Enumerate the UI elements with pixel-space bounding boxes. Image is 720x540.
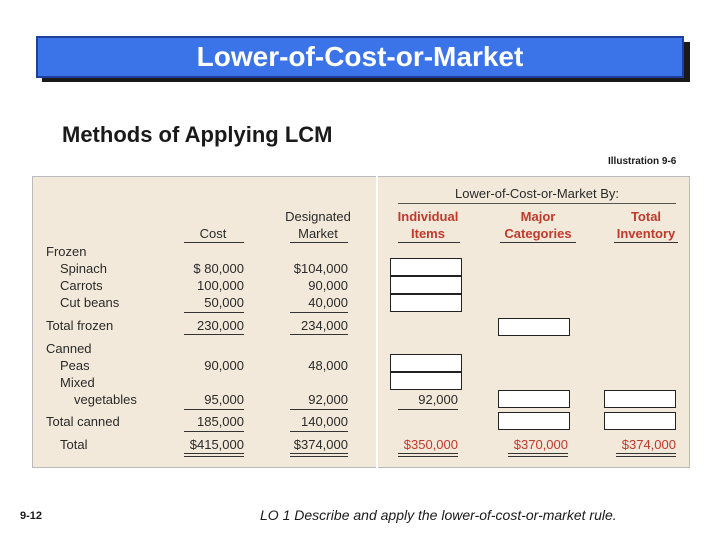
individual-spinach-box[interactable] — [390, 258, 462, 276]
major-total-rule-2 — [508, 456, 568, 457]
row-spinach: Spinach — [60, 261, 107, 276]
row-mixed: Mixed — [60, 375, 95, 390]
header-categories-underline — [500, 242, 576, 243]
header-items: Items — [411, 226, 445, 241]
market-canned-rule — [290, 409, 348, 410]
cost-vegetables: 95,000 — [204, 392, 244, 407]
cost-canned-rule — [184, 409, 244, 410]
cost-total-canned-rule — [184, 431, 244, 432]
major-frozen-box[interactable] — [498, 318, 570, 336]
header-individual: Individual — [397, 209, 459, 224]
major-vegetables-box[interactable] — [498, 390, 570, 408]
cost-total-frozen-rule — [184, 334, 244, 335]
header-major: Major — [520, 209, 556, 224]
cost-total-frozen: 230,000 — [197, 318, 244, 333]
slide-title: Lower-of-Cost-or-Market — [196, 41, 524, 72]
header-lcm-by: Lower-of-Cost-or-Market By: — [455, 186, 619, 201]
header-categories: Categories — [504, 226, 572, 241]
cost-carrots: 100,000 — [197, 278, 244, 293]
header-total: Total — [630, 209, 662, 224]
title-banner — [36, 36, 684, 78]
cost-peas: 90,000 — [204, 358, 244, 373]
market-total-frozen: 234,000 — [301, 318, 348, 333]
header-cost-underline — [184, 242, 244, 243]
market-total-rule-2 — [290, 456, 348, 457]
cost-total-rule-2 — [184, 456, 244, 457]
learning-objective: LO 1 Describe and apply the lower-of-cost-or-market rule. — [260, 507, 617, 523]
row-total-frozen: Total frozen — [46, 318, 114, 333]
inventory-total-rule-2 — [616, 456, 676, 457]
lcm-table-panel — [32, 176, 690, 468]
header-items-underline — [398, 242, 460, 243]
slide-subtitle: Methods of Applying LCM — [62, 122, 333, 147]
market-vegetables: 92,000 — [308, 392, 348, 407]
row-total: Total — [60, 437, 88, 452]
row-vegetables: vegetables — [74, 392, 137, 407]
header-lcm-by-line — [398, 203, 676, 204]
market-total-canned-rule — [290, 431, 348, 432]
header-cost: Cost — [199, 226, 227, 241]
cost-cut-beans: 50,000 — [204, 295, 244, 310]
inventory-total-rule-1 — [616, 453, 676, 454]
market-frozen-rule — [290, 312, 348, 313]
row-frozen: Frozen — [46, 244, 87, 259]
slide-number: 9-12 — [20, 510, 43, 522]
cost-spinach: $ 80,000 — [193, 261, 244, 276]
cost-total-rule-1 — [184, 453, 244, 454]
illustration-label: Illustration 9-6 — [608, 156, 677, 167]
individual-total: $350,000 — [403, 437, 458, 452]
market-total-rule-1 — [290, 453, 348, 454]
inventory-vegetables-box[interactable] — [604, 390, 676, 408]
individual-cut-beans-box[interactable] — [390, 294, 462, 312]
individual-vegetables-value: 92,000 — [418, 392, 458, 407]
individual-mixed-box[interactable] — [390, 372, 462, 390]
market-total: $374,000 — [293, 437, 348, 452]
cost-frozen-rule — [184, 312, 244, 313]
market-total-frozen-rule — [290, 334, 348, 335]
inventory-total: $374,000 — [621, 437, 676, 452]
market-cut-beans: 40,000 — [308, 295, 348, 310]
row-carrots: Carrots — [60, 278, 103, 293]
row-canned: Canned — [46, 341, 92, 356]
header-inventory: Inventory — [616, 226, 676, 241]
individual-total-rule-2 — [398, 456, 458, 457]
row-peas: Peas — [60, 358, 90, 373]
market-spinach: $104,000 — [293, 261, 348, 276]
individual-carrots-box[interactable] — [390, 276, 462, 294]
header-designated: Designated — [285, 209, 351, 224]
row-cut-beans: Cut beans — [60, 295, 120, 310]
row-total-canned: Total canned — [46, 414, 120, 429]
major-canned-box[interactable] — [498, 412, 570, 430]
market-peas: 48,000 — [308, 358, 348, 373]
cost-total: $415,000 — [189, 437, 244, 452]
individual-peas-box[interactable] — [390, 354, 462, 372]
major-total-rule-1 — [508, 453, 568, 454]
individual-vegetables-rule — [398, 409, 458, 410]
cost-total-canned: 185,000 — [197, 414, 244, 429]
major-total: $370,000 — [513, 437, 568, 452]
market-carrots: 90,000 — [308, 278, 348, 293]
header-market-underline — [290, 242, 348, 243]
inventory-canned-box[interactable] — [604, 412, 676, 430]
individual-total-rule-1 — [398, 453, 458, 454]
header-market: Market — [298, 226, 338, 241]
panel-divider — [376, 176, 378, 468]
header-inventory-underline — [614, 242, 678, 243]
market-total-canned: 140,000 — [301, 414, 348, 429]
